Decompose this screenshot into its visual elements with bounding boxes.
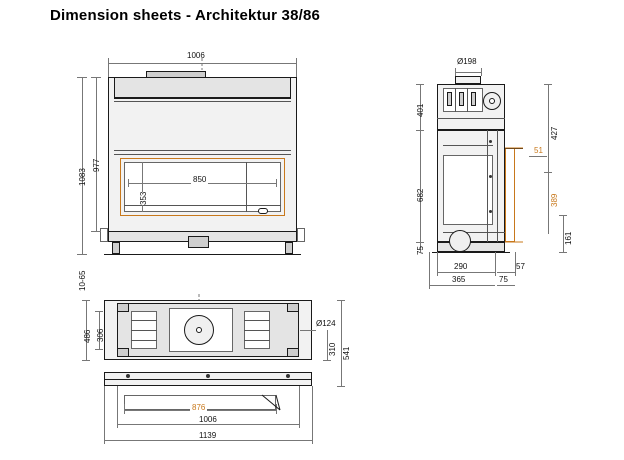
front-bracket-left (100, 228, 108, 242)
side-flue-collar (455, 76, 481, 84)
dim-front-width: 1006 (187, 51, 205, 60)
plan-duct-hub (196, 327, 202, 333)
dim-glass-width: 850 (193, 175, 207, 184)
dim-side-75b: 75 (499, 275, 508, 284)
dim-front-leg-height: 10-65 (78, 270, 87, 291)
side-ash-drum (449, 230, 471, 252)
plan-rail-dot-mid (206, 374, 210, 378)
side-rivet-1 (489, 140, 492, 143)
plan-rail-dot-left (126, 374, 130, 378)
dim-side-365: 365 (452, 275, 466, 284)
side-rivet-3 (489, 210, 492, 213)
dim-side-base-height: 75 (416, 246, 425, 255)
front-hood-cap (146, 71, 206, 78)
front-bracket-right (297, 228, 305, 242)
dim-front-body-height: 977 (92, 158, 101, 172)
dim-plan-1006: 1006 (199, 415, 217, 424)
dim-plan-876: 876 (192, 403, 206, 412)
plan-corner-tr (287, 303, 299, 312)
door-handle (258, 208, 268, 214)
side-base (437, 242, 505, 252)
dim-side-51: 51 (534, 146, 543, 155)
side-damper-c (471, 92, 476, 106)
dim-side-161: 161 (564, 231, 573, 245)
dim-plan-1139: 1139 (199, 431, 217, 440)
dim-side-290: 290 (454, 262, 468, 271)
side-fan-hub (489, 98, 495, 104)
side-front-plate (505, 148, 515, 242)
page-title: Dimension sheets - Architektur 38/86 (50, 7, 321, 24)
front-foot-right (285, 242, 293, 254)
dim-side-upper-height: 401 (416, 103, 425, 117)
dim-plan-duct-diameter: Ø124 (316, 319, 336, 328)
front-base-centre (188, 236, 209, 248)
dim-flue-diameter: Ø198 (457, 57, 477, 66)
plan-corner-bl (117, 348, 129, 357)
dim-plan-486: 486 (83, 329, 92, 343)
dim-plan-541: 541 (342, 346, 351, 360)
dim-side-389: 389 (550, 193, 559, 207)
dim-side-57: 57 (516, 262, 525, 271)
plan-rail-dot-right (286, 374, 290, 378)
dim-plan-306: 306 (96, 328, 105, 342)
dim-front-total-height: 1083 (78, 168, 87, 186)
front-hood (114, 77, 291, 98)
dim-glass-height: 353 (139, 191, 148, 205)
plan-corner-br (287, 348, 299, 357)
dim-side-body-height: 682 (416, 188, 425, 202)
side-firebox (443, 155, 493, 225)
side-rivet-2 (489, 175, 492, 178)
front-foot-left (112, 242, 120, 254)
dim-plan-310: 310 (328, 342, 337, 356)
side-damper-b (459, 92, 464, 106)
dim-side-right-total: 427 (550, 126, 559, 140)
side-damper-a (447, 92, 452, 106)
plan-corner-tl (117, 303, 129, 312)
